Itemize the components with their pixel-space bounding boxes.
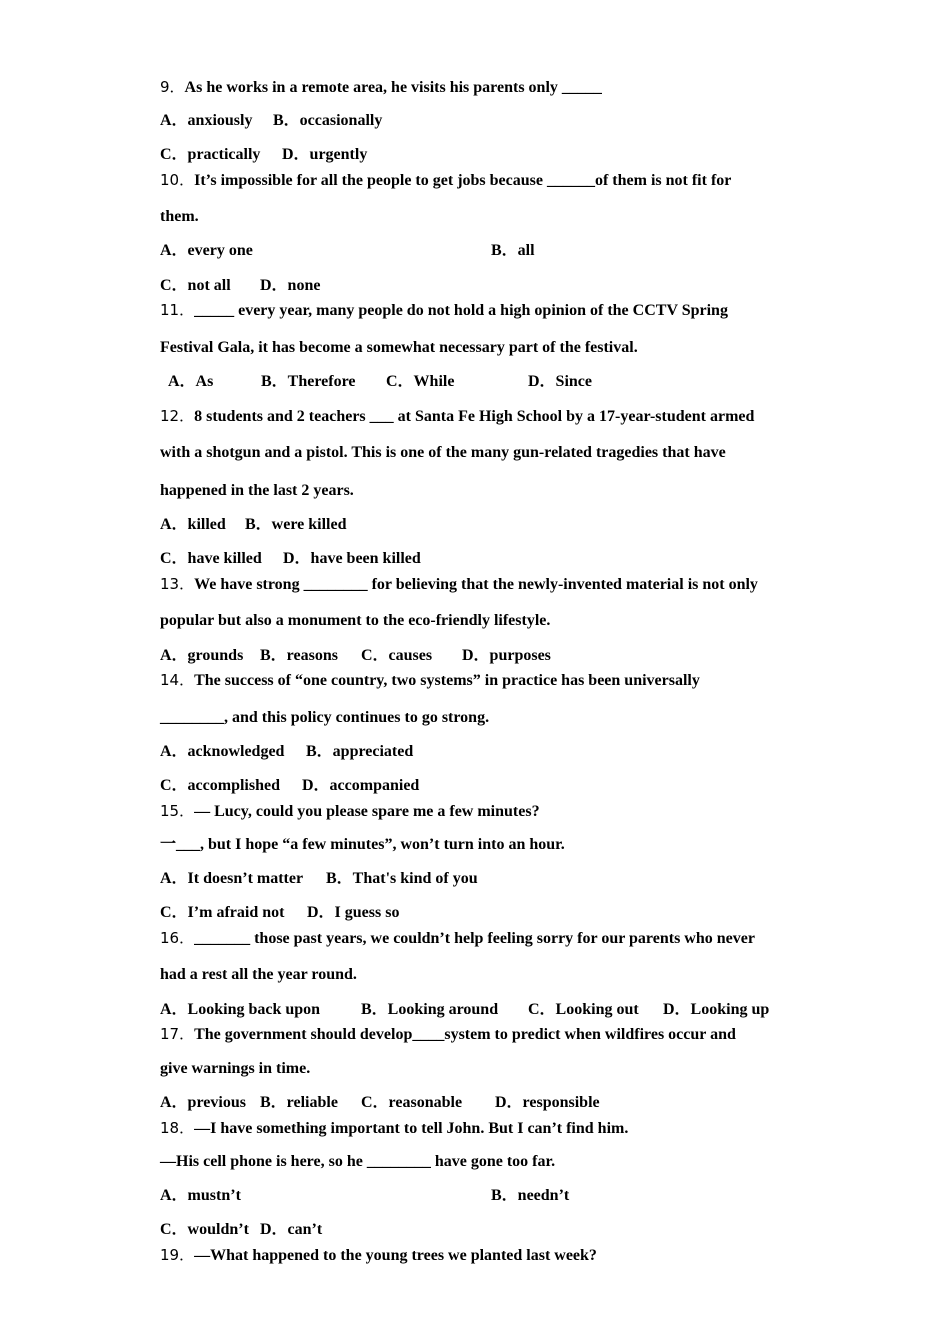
question-10 [160,170,731,191]
question-stem: 8 students and 2 teachers ___ at Santa Fe High School by a 17-year-student armed [194,408,755,425]
question-18 [160,1118,628,1139]
option-a: A．previous [160,1094,246,1111]
question-14 [160,670,700,691]
question-number: 19． [160,1246,195,1264]
option-b: B．needn’t [491,1187,570,1204]
option-a: A．Looking back upon [160,1001,321,1018]
question-number: 14． [160,671,195,689]
question-stem: _______ those past years, we couldn’t help feeling sorry for our parents who never [194,930,755,947]
option-a: A．every one [160,242,253,259]
question-number: 10． [160,171,195,189]
question-stem: The success of “one country, two systems” in practice has been universally [194,672,700,689]
option-d: D．none [260,277,321,294]
question-stem-continued: happened in the last 2 years. [160,482,354,499]
question-stem-continued: Festival Gala, it has become a somewhat necessary part of the festival. [160,339,638,356]
option-c: C．I’m afraid not [160,904,285,921]
question-stem-continued: them. [160,208,199,225]
option-b: B．appreciated [306,743,414,760]
question-stem-continued: give warnings in time. [160,1060,311,1077]
option-c: C．causes [361,647,433,664]
option-c: C．reasonable [361,1094,463,1111]
question-17 [160,1024,736,1045]
question-number: 15． [160,802,195,820]
option-a: A．As [168,373,214,390]
option-b: B．all [491,242,535,259]
question-stem: We have strong ________ for believing that the newly-invented material is not only [194,576,758,593]
question-12 [160,406,754,427]
option-d: D．have been killed [283,550,421,567]
option-c: C．practically [160,146,261,163]
option-a: A．grounds [160,647,244,664]
option-a: A．acknowledged [160,743,285,760]
option-d: D．purposes [462,647,551,664]
option-b: B．Looking around [361,1001,499,1018]
question-stem-continued: had a rest all the year round. [160,966,357,983]
option-b: B．reasons [260,647,338,664]
question-stem: As he works in a remote area, he visits his parents only _____ [184,79,602,96]
question-16 [160,928,755,949]
option-d: D．can’t [260,1221,323,1238]
option-c: C．wouldn’t [160,1221,249,1238]
option-a: A．It doesn’t matter [160,870,304,887]
option-b: B．occasionally [273,112,383,129]
option-c: C．have killed [160,550,262,567]
option-d: D．responsible [495,1094,600,1111]
question-9 [160,77,602,98]
question-number: 12． [160,407,195,425]
question-stem: —I have something important to tell John. But I can’t find him. [194,1120,629,1137]
option-c: C．Looking out [528,1001,639,1018]
option-c: C．While [386,373,455,390]
question-stem: — Lucy, could you please spare me a few minutes? [194,803,540,820]
option-c: C．accomplished [160,777,281,794]
option-b: B．were killed [245,516,347,533]
option-b: B．That's kind of you [326,870,478,887]
question-number: 13． [160,575,195,593]
question-stem: _____ every year, many people do not hold a high opinion of the CCTV Spring [194,302,728,319]
option-d: D．I guess so [307,904,400,921]
question-11 [160,300,728,321]
question-number: 18． [160,1119,195,1137]
question-stem-continued: 一___, but I hope “a few minutes”, won’t turn into an hour. [160,836,565,853]
question-13 [160,574,758,595]
option-a: A．mustn’t [160,1187,241,1204]
option-d: D．Since [528,373,593,390]
option-a: A．killed [160,516,226,533]
question-stem: —What happened to the young trees we planted last week? [194,1247,597,1264]
question-number: 16． [160,929,195,947]
question-stem: The government should develop____system to predict when wildfires occur and [194,1026,736,1043]
option-a: A．anxiously [160,112,253,129]
option-d: D．accompanied [302,777,420,794]
question-15 [160,801,540,822]
option-d: D．urgently [282,146,368,163]
question-19 [160,1245,597,1266]
option-b: B．reliable [260,1094,338,1111]
option-d: D．Looking up [663,1001,770,1018]
question-number: 11． [160,301,195,319]
question-stem-continued: popular but also a monument to the eco-friendly lifestyle. [160,612,551,629]
question-number: 17． [160,1025,195,1043]
option-c: C．not all [160,277,231,294]
question-stem: It’s impossible for all the people to get jobs because ______of them is not fit for [194,172,732,189]
option-b: B．Therefore [261,373,356,390]
question-number: 9． [160,78,185,96]
question-stem-continued: with a shotgun and a pistol. This is one of the many gun-related tragedies that have [160,444,726,461]
question-stem-continued: —His cell phone is here, so he ________ have gone too far. [160,1153,556,1170]
question-stem-continued: ________, and this policy continues to go strong. [160,709,490,726]
